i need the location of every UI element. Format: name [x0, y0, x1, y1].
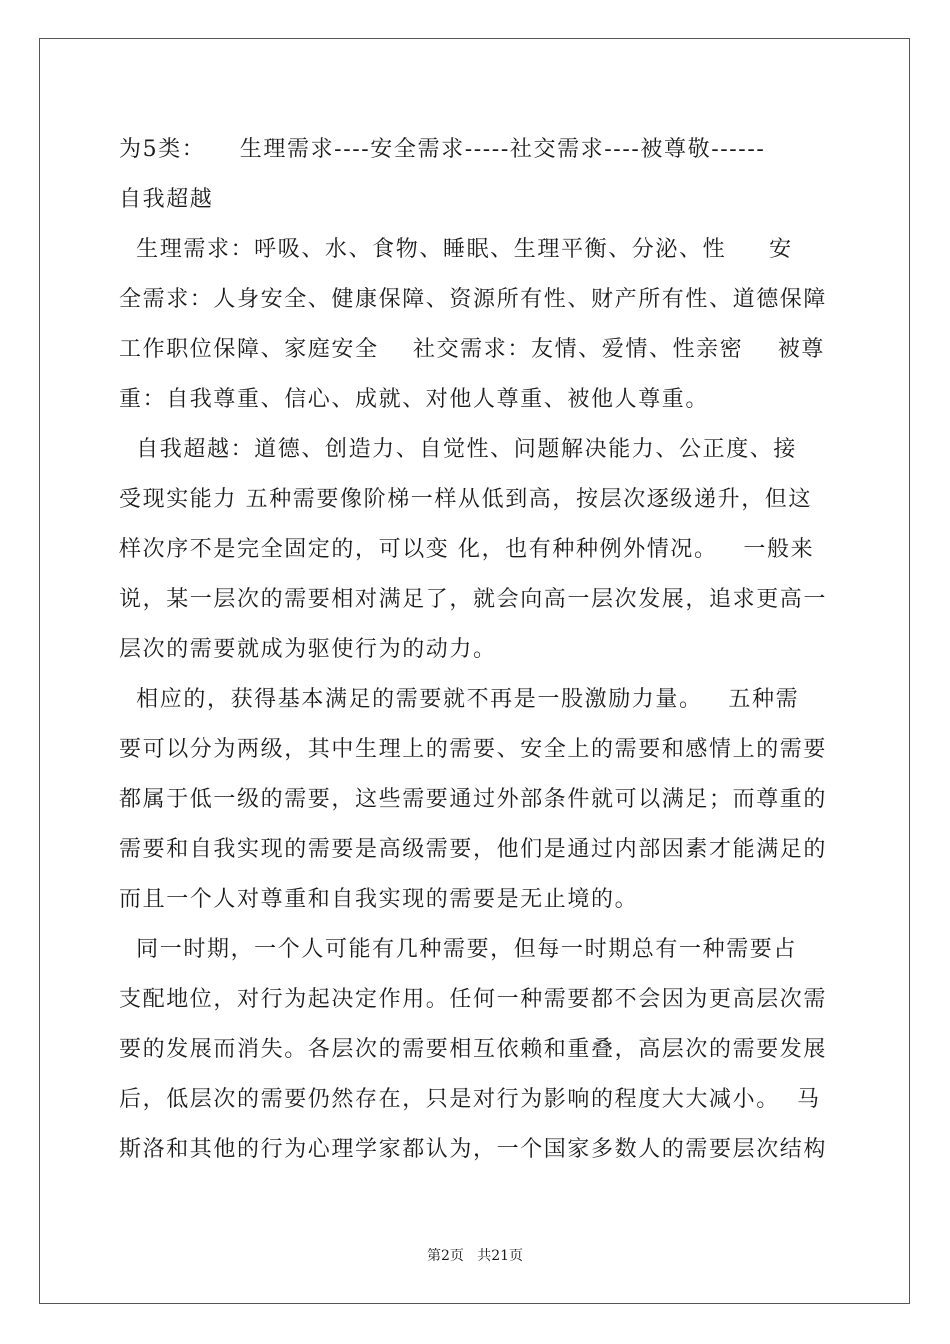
text-line: 要的发展而消失。各层次的需要相互依赖和重叠，高层次的需要发展	[119, 1037, 828, 1062]
text-line: 自我超越：道德、创造力、自觉性、问题解决能力、公正度、接	[119, 437, 797, 462]
text-line: 同一时期，一个人可能有几种需要，但每一时期总有一种需要占	[119, 937, 797, 962]
text-line: 为5类： 生理需求----安全需求-----社交需求----被尊敬------	[119, 137, 766, 162]
text-line: 生理需求：呼吸、水、食物、睡眠、生理平衡、分泌、性 安	[119, 237, 793, 262]
text-line: 需要和自我实现的需要是高级需要，他们是通过内部因素才能满足的	[119, 837, 828, 862]
text-line: 工作职位保障、家庭安全 社交需求：友情、爱情、性亲密 被尊	[119, 337, 825, 362]
page-number: 第2页 共21页	[426, 1248, 524, 1264]
text-line: 重：自我尊重、信心、成就、对他人尊重、被他人尊重。	[119, 387, 710, 412]
text-line: 都属于低一级的需要，这些需要通过外部条件就可以满足；而尊重的	[119, 787, 828, 812]
text-line: 受现实能力 五种需要像阶梯一样从低到高，按层次逐级递升，但这	[119, 487, 812, 512]
text-line: 而且一个人对尊重和自我实现的需要是无止境的。	[119, 887, 639, 912]
text-line: 相应的，获得基本满足的需要就不再是一股激励力量。 五种需	[119, 687, 800, 712]
text-line: 斯洛和其他的行为心理学家都认为，一个国家多数人的需要层次结构	[119, 1137, 828, 1162]
text-line: 自我超越	[119, 187, 214, 212]
text-line: 全需求：人身安全、健康保障、资源所有性、财产所有性、道德保障	[119, 287, 828, 312]
text-line: 后，低层次的需要仍然存在，只是对行为影响的程度大大减小。 马	[119, 1087, 821, 1112]
text-line: 层次的需要就成为驱使行为的动力。	[119, 637, 497, 662]
text-line: 说，某一层次的需要相对满足了，就会向高一层次发展，追求更高一	[119, 587, 828, 612]
text-line: 要可以分为两级，其中生理上的需要、安全上的需要和感情上的需要	[119, 737, 828, 762]
text-line: 支配地位，对行为起决定作用。任何一种需要都不会因为更高层次需	[119, 987, 828, 1012]
text-line: 样次序不是完全固定的，可以变 化，也有种种例外情况。 一般来	[119, 537, 815, 562]
